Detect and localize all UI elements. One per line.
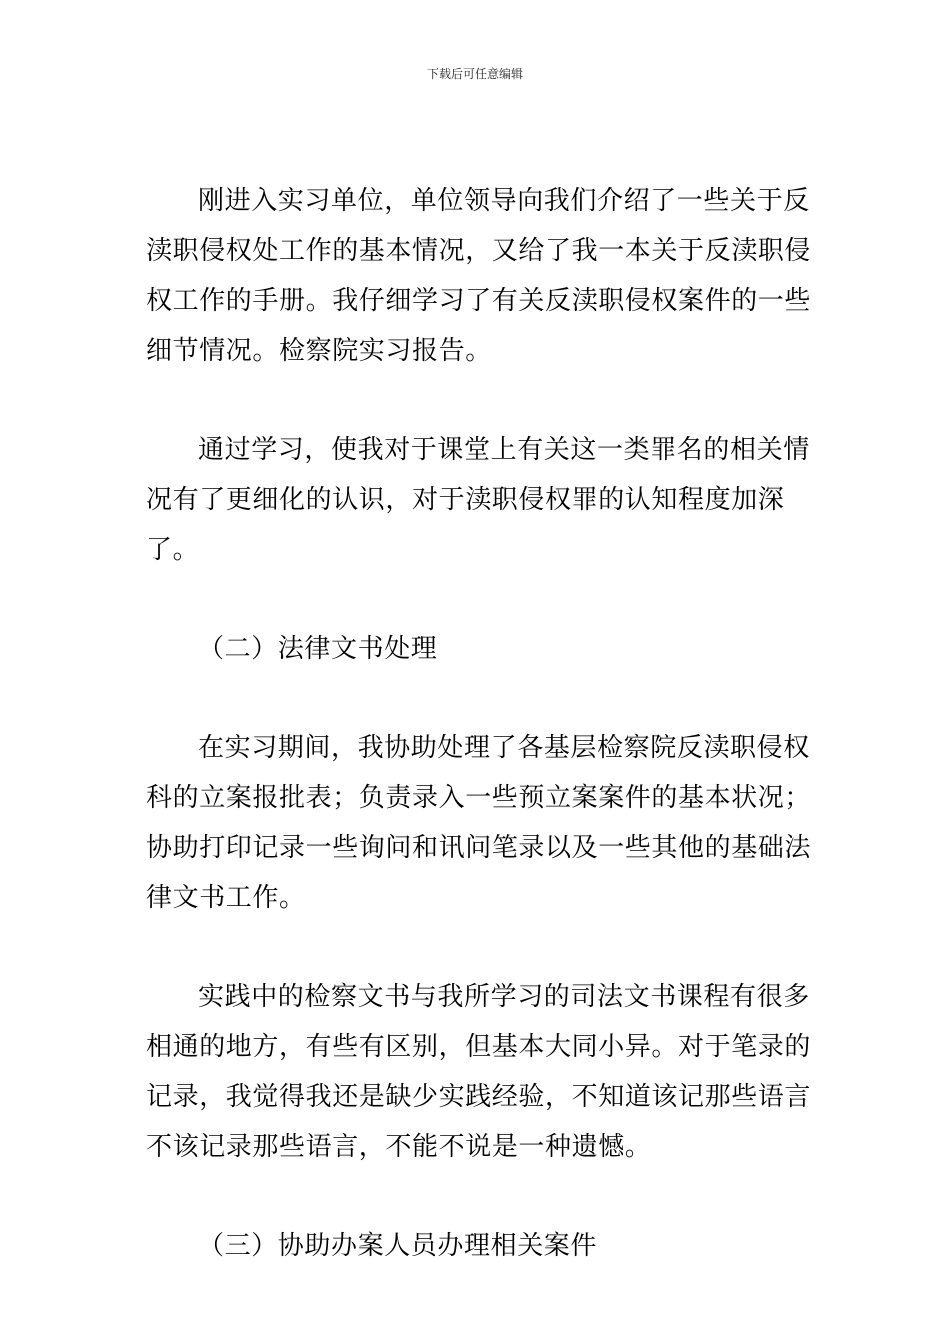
paragraph-gap xyxy=(146,376,814,425)
paragraph-learning: 通过学习，使我对于课堂上有关这一类罪名的相关情况有了更细化的认识，对于渎职侵权罪的认知程度加深了。 xyxy=(146,435,810,565)
paragraph-document-handling: 在实习期间，我协助处理了各基层检察院反渎职侵权科的立案报批表；负责录入一些预立案案件的基本状况；协助打印记录一些询问和讯问笔录以及一些其他的基础法律文书工作。 xyxy=(146,733,812,913)
paragraph-intro: 刚进入实习单位，单位领导向我们介绍了一些关于反渎职侵权处工作的基本情况，又给了我一本关于反渎职侵权工作的手册。我仔细学习了有关反渎职侵权案件的一些细节情况。检察院实习报告。 xyxy=(146,186,812,366)
paragraph-gap xyxy=(146,1172,814,1221)
section-heading-legal-documents: （二）法律文书处理 xyxy=(198,634,438,664)
paragraph-gap xyxy=(146,575,814,624)
paragraph-gap xyxy=(146,674,814,723)
paragraph-practice: 实践中的检察文书与我所学习的司法文书课程有很多相通的地方，有些有区别，但基本大同小异。对于笔录的记录，我觉得我还是缺少实践经验，不知道该记那些语言不该记录那些语言，不能不说是一种遗憾。 xyxy=(146,982,812,1162)
section-heading-case-assistance: （三）协助办案人员办理相关案件 xyxy=(198,1231,598,1261)
paragraph-gap xyxy=(146,923,814,972)
document-body xyxy=(146,176,814,1271)
page-header-note: 下载后可任意编辑 xyxy=(426,67,523,81)
